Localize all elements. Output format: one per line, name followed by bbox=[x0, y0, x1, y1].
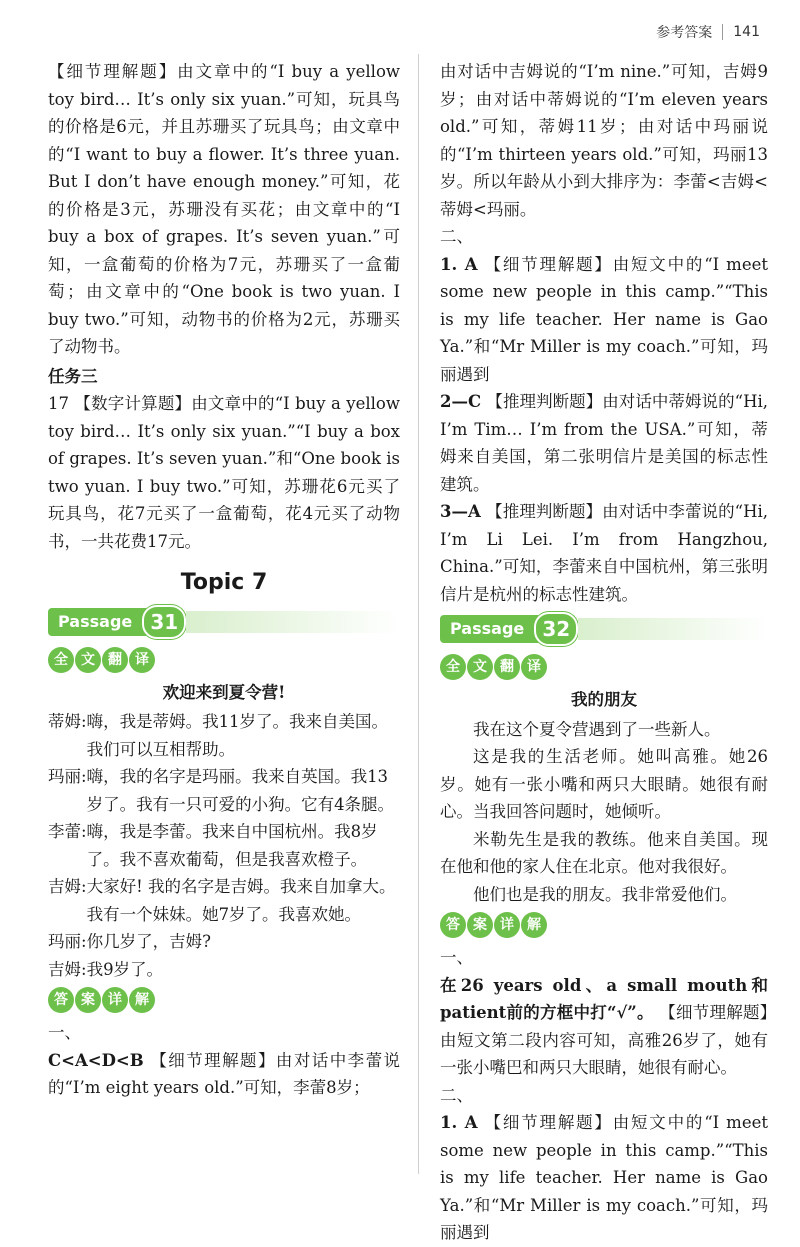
translation-para: 他们也是我的朋友。我非常爱他们。 bbox=[473, 884, 737, 904]
task-three-title: 任务三 bbox=[48, 366, 98, 386]
badge-char: 翻 bbox=[102, 647, 128, 673]
badge-char: 译 bbox=[129, 647, 155, 673]
badge-char: 解 bbox=[129, 987, 155, 1013]
question-3-key: 3—A bbox=[440, 502, 481, 521]
column-divider bbox=[418, 54, 419, 1174]
dialog-speaker: 李蕾: bbox=[48, 822, 87, 841]
passage-number: 31 bbox=[142, 605, 186, 639]
badge-char: 答 bbox=[48, 987, 74, 1013]
answer-order bbox=[48, 1047, 400, 1102]
section-two-mark: 二、 bbox=[440, 1085, 473, 1105]
dialog-text: 大家好! 我的名字是吉姆。我来自加拿大。我有一个妹妹。她7岁了。我喜欢她。 bbox=[86, 877, 396, 924]
passage-label: Passage bbox=[48, 608, 146, 636]
passage-tag-bar bbox=[186, 611, 400, 633]
dialog-text: 嗨，我的名字是玛丽。我来自英国。我13岁了。我有一只可爱的小狗。它有4条腿。 bbox=[86, 767, 395, 814]
answer-checkbox-text: 【细节理解题】由短文第二段内容可知，高雅26岁了，她有一张小嘴巴和两只大眼睛，她很有耐心。 bbox=[440, 1003, 769, 1077]
passage-tag-bar bbox=[578, 618, 768, 640]
section-one-mark: 一、 bbox=[48, 1023, 81, 1042]
dialog-line bbox=[48, 818, 400, 873]
dialog-line bbox=[48, 956, 400, 984]
badge-char: 案 bbox=[75, 987, 101, 1013]
badge-char: 详 bbox=[102, 987, 128, 1013]
right-column bbox=[440, 58, 768, 1247]
topic-title: Topic 7 bbox=[180, 570, 268, 595]
dialog-line bbox=[48, 928, 400, 956]
dialog-speaker: 蒂姆: bbox=[48, 712, 87, 731]
question-1b bbox=[440, 1109, 768, 1247]
badge-char: 文 bbox=[75, 647, 101, 673]
passage-31-tag bbox=[48, 607, 400, 637]
badge-char: 翻 bbox=[494, 654, 520, 680]
question-2-text: 【推理判断题】由对话中蒂姆说的“Hi, I’m Tim… I’m from the USA.”可知，蒂姆来自美国，第二张明信片是美国的标志性建筑。 bbox=[440, 392, 768, 494]
section-one-mark: 一、 bbox=[440, 948, 473, 967]
passage-label: Passage bbox=[440, 615, 538, 643]
page-number: 141 bbox=[733, 24, 760, 40]
dialog-speaker: 玛丽: bbox=[48, 932, 87, 951]
badge-char: 译 bbox=[521, 654, 547, 680]
badge-char: 详 bbox=[494, 912, 520, 938]
question-1b-text: 【细节理解题】由短文中的“I meet some new people in this camp.”“This is my life teacher. Her name is Gao Ya.”和“Mr Miller is my coach.”可知，玛丽遇到 bbox=[440, 1113, 768, 1242]
badge-char: 全 bbox=[440, 654, 466, 680]
badge-char: 答 bbox=[440, 912, 466, 938]
passage-31-title: 欢迎来到夏令营! bbox=[162, 682, 286, 702]
dialog-text: 你几岁了，吉姆? bbox=[86, 932, 211, 951]
question-3-text: 【推理判断题】由对话中李蕾说的“Hi, I’m Li Lei. I’m from Hangzhou, China.”可知，李蕾来自中国杭州，第三张明信片是杭州的标志性建筑。 bbox=[440, 502, 768, 604]
answer-order-key: C<A<D<B bbox=[48, 1050, 144, 1070]
right-para-1: 由对话中吉姆说的“I’m nine.”可知，吉姆9岁；由对话中蒂姆说的“I’m eleven years old.”可知，蒂姆11岁；由对话中玛丽说的“I’m thirteen years old.”可知，玛丽13岁。所以年龄从小到大排序为：李蕾<吉姆<蒂姆<玛丽。 bbox=[440, 62, 768, 219]
badge-answer-detail bbox=[440, 912, 768, 938]
dialog-speaker: 吉姆: bbox=[48, 877, 87, 896]
page-header bbox=[656, 22, 760, 42]
badge-answer-detail bbox=[48, 987, 400, 1013]
answer-order-text: 【细节理解题】由对话中李蕾说的“I’m eight years old.”可知，李蕾8岁； bbox=[48, 1050, 401, 1097]
passage-number: 32 bbox=[534, 612, 578, 646]
question-1 bbox=[440, 251, 768, 389]
badge-full-translation bbox=[48, 647, 400, 673]
dialog-line bbox=[48, 873, 400, 928]
header-divider bbox=[722, 24, 723, 40]
left-para-1: 【细节理解题】由文章中的“I buy a yellow toy bird… It’s only six yuan.”可知，玩具鸟的价格是6元，并且苏珊买了玩具鸟；由文章中的“I want to buy a flower. It’s three yuan. But I don’t have enough money.”可知，花的价格是3元，苏珊没有买花；由文章中的“I buy a box of grapes. It’s seven yuan.”可知，一盒葡萄的价格为7元，苏珊买了一盒葡萄；由文章中的“One book is two yuan. I buy two.”可知，动物书的价格为2元，苏珊买了动物书。 bbox=[48, 62, 400, 356]
dialog-speaker: 吉姆: bbox=[48, 959, 87, 979]
passage-32-tag bbox=[440, 614, 768, 644]
badge-full-translation bbox=[440, 654, 768, 680]
dialog-text: 嗨，我是蒂姆。我11岁了。我来自美国。我们可以互相帮助。 bbox=[86, 712, 389, 759]
badge-char: 案 bbox=[467, 912, 493, 938]
answer-checkbox bbox=[440, 972, 768, 1082]
dialog-line bbox=[48, 708, 400, 763]
left-column bbox=[48, 58, 400, 1102]
question-2 bbox=[440, 388, 768, 498]
question-1-key: 1. A bbox=[440, 254, 478, 274]
section-label: 参考答案 bbox=[656, 25, 713, 41]
question-3 bbox=[440, 498, 768, 608]
question-1-text: 【细节理解题】由短文中的“I meet some new people in this camp.”“This is my life teacher. Her name is Gao Ya.”和“Mr Miller is my coach.”可知，玛丽遇到 bbox=[440, 254, 768, 384]
section-two-mark: 二、 bbox=[440, 227, 473, 246]
translation-para: 我在这个夏令营遇到了一些新人。 bbox=[473, 719, 721, 739]
badge-char: 解 bbox=[521, 912, 547, 938]
translation-para: 米勒先生是我的教练。他来自美国。现在他和他的家人住在北京。他对我很好。 bbox=[440, 829, 768, 876]
answer-checkbox-key: 在26 years old、a small mouth和patient前的方框中打“√”。 bbox=[440, 975, 768, 1022]
badge-char: 全 bbox=[48, 647, 74, 673]
dialog-line bbox=[48, 763, 400, 818]
translation-para: 这是我的生活老师。她叫高雅。她26岁。她有一张小嘴和两只大眼睛。她很有耐心。当我回答问题时，她倾听。 bbox=[440, 747, 768, 821]
question-2-key: 2—C bbox=[440, 392, 482, 411]
question-1b-key: 1. A bbox=[440, 1113, 478, 1132]
badge-char: 文 bbox=[467, 654, 493, 680]
passage-32-title: 我的朋友 bbox=[571, 690, 637, 709]
dialog-text: 嗨，我是李蕾。我来自中国杭州。我8岁了。我不喜欢葡萄，但是我喜欢橙子。 bbox=[86, 822, 378, 869]
dialog-text: 我9岁了。 bbox=[86, 959, 164, 979]
left-para-2: 17 【数字计算题】由文章中的“I buy a yellow toy bird… It’s only six yuan.”“I buy a box of grapes. It’s seven yuan.”和“One book is two yuan. I buy two.”可知，苏珊花6元买了玩具鸟，花7元买了一盒葡萄，花4元买了动物书，一共花费17元。 bbox=[48, 394, 400, 551]
dialog-speaker: 玛丽: bbox=[48, 767, 87, 786]
